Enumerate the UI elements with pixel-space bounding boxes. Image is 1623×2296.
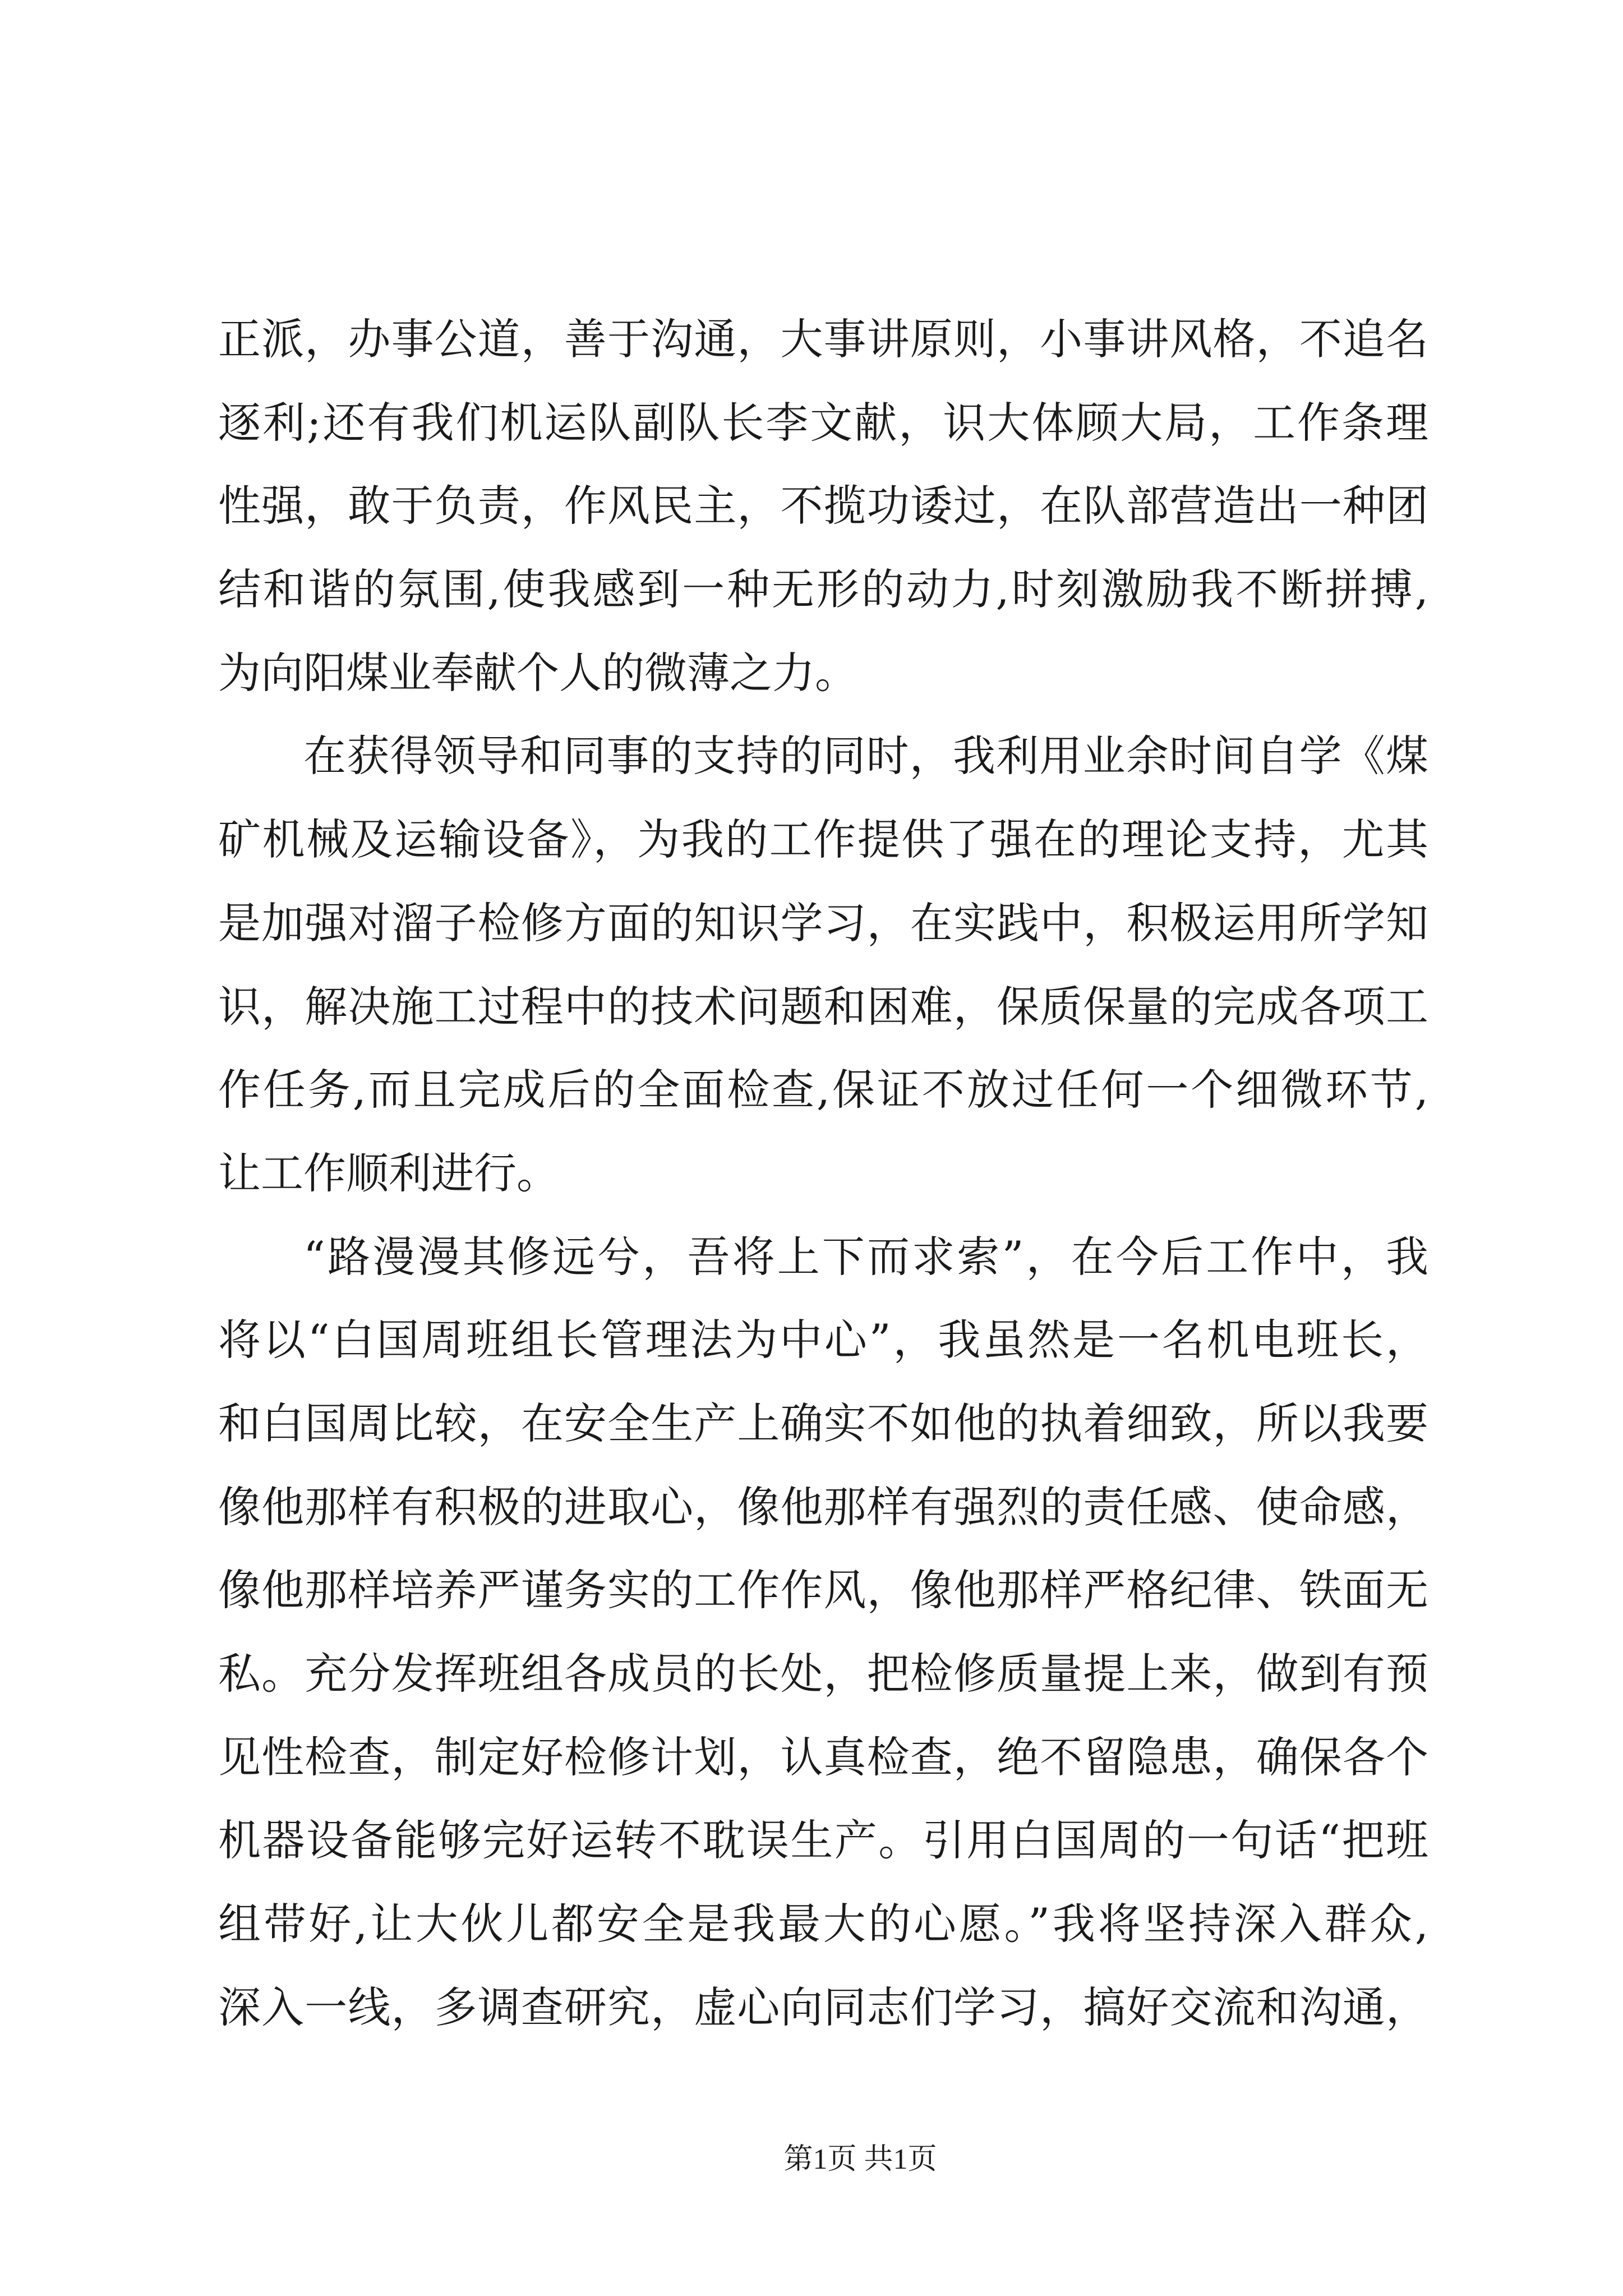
page-footer: 第1页 共1页: [783, 2143, 937, 2175]
text-line: 组带好,让大伙儿都安全是我最大的心愿。”我将坚持深入群众,: [218, 1899, 1428, 1949]
text-line: 和白国周比较，在安全生产上确实不如他的执着细致，所以我要: [218, 1398, 1428, 1448]
text-line: 矿机械及运输设备》，为我的工作提供了强在的理论支持，尤其: [218, 815, 1428, 865]
text-line: “路漫漫其修远兮，吾将上下而求索”，在今后工作中，我: [303, 1231, 1428, 1282]
text-line: 作任务,而且完成后的全面检查,保证不放过任何一个细微环节,: [218, 1065, 1428, 1115]
text-line: 识，解决施工过程中的技术问题和困难，保质保量的完成各项工: [218, 981, 1428, 1032]
text-line: 机器设备能够完好运转不耽误生产。引用白国周的一句话“把班: [218, 1815, 1428, 1866]
paragraph-1: [218, 298, 1428, 715]
text-line: 正派，办事公道，善于沟通，大事讲原则，小事讲风格，不追名: [218, 314, 1428, 364]
text-line: 逐利;还有我们机运队副队长李文献，识大体顾大局，工作条理: [218, 397, 1428, 448]
paragraph-3: [218, 1216, 1428, 2050]
text-line: 在获得领导和同事的支持的同时，我利用业余时间自学《煤: [303, 731, 1428, 781]
text-line: 让工作顺利进行。: [218, 1148, 559, 1198]
text-line: 深入一线，多调查研究，虚心向同志们学习，搞好交流和沟通，: [218, 1982, 1428, 2032]
text-line: 见性检查，制定好检修计划，认真检查，绝不留隐患，确保各个: [218, 1732, 1428, 1782]
text-line: 为向阳煤业奉献个人的微薄之力。: [218, 647, 857, 698]
text-line: 将以“白国周班组长管理法为中心”，我虽然是一名机电班长，: [218, 1315, 1428, 1365]
text-line: 结和谐的氛围,使我感到一种无形的动力,时刻激励我不断拼搏,: [218, 564, 1428, 615]
text-line: 像他那样有积极的进取心，像他那样有强烈的责任感、使命感，: [218, 1481, 1428, 1532]
text-line: 性强，敢于负责，作风民主，不揽功诿过，在队部营造出一种团: [218, 481, 1428, 531]
paragraph-2: [218, 715, 1428, 1215]
text-line: 私。充分发挥班组各成员的长处，把检修质量提上来，做到有预: [218, 1649, 1428, 1699]
text-line: 是加强对溜子检修方面的知识学习，在实践中，积极运用所学知: [218, 898, 1428, 948]
document-body: [218, 298, 1428, 2049]
text-line: 像他那样培养严谨务实的工作作风，像他那样严格纪律、铁面无: [218, 1565, 1428, 1616]
